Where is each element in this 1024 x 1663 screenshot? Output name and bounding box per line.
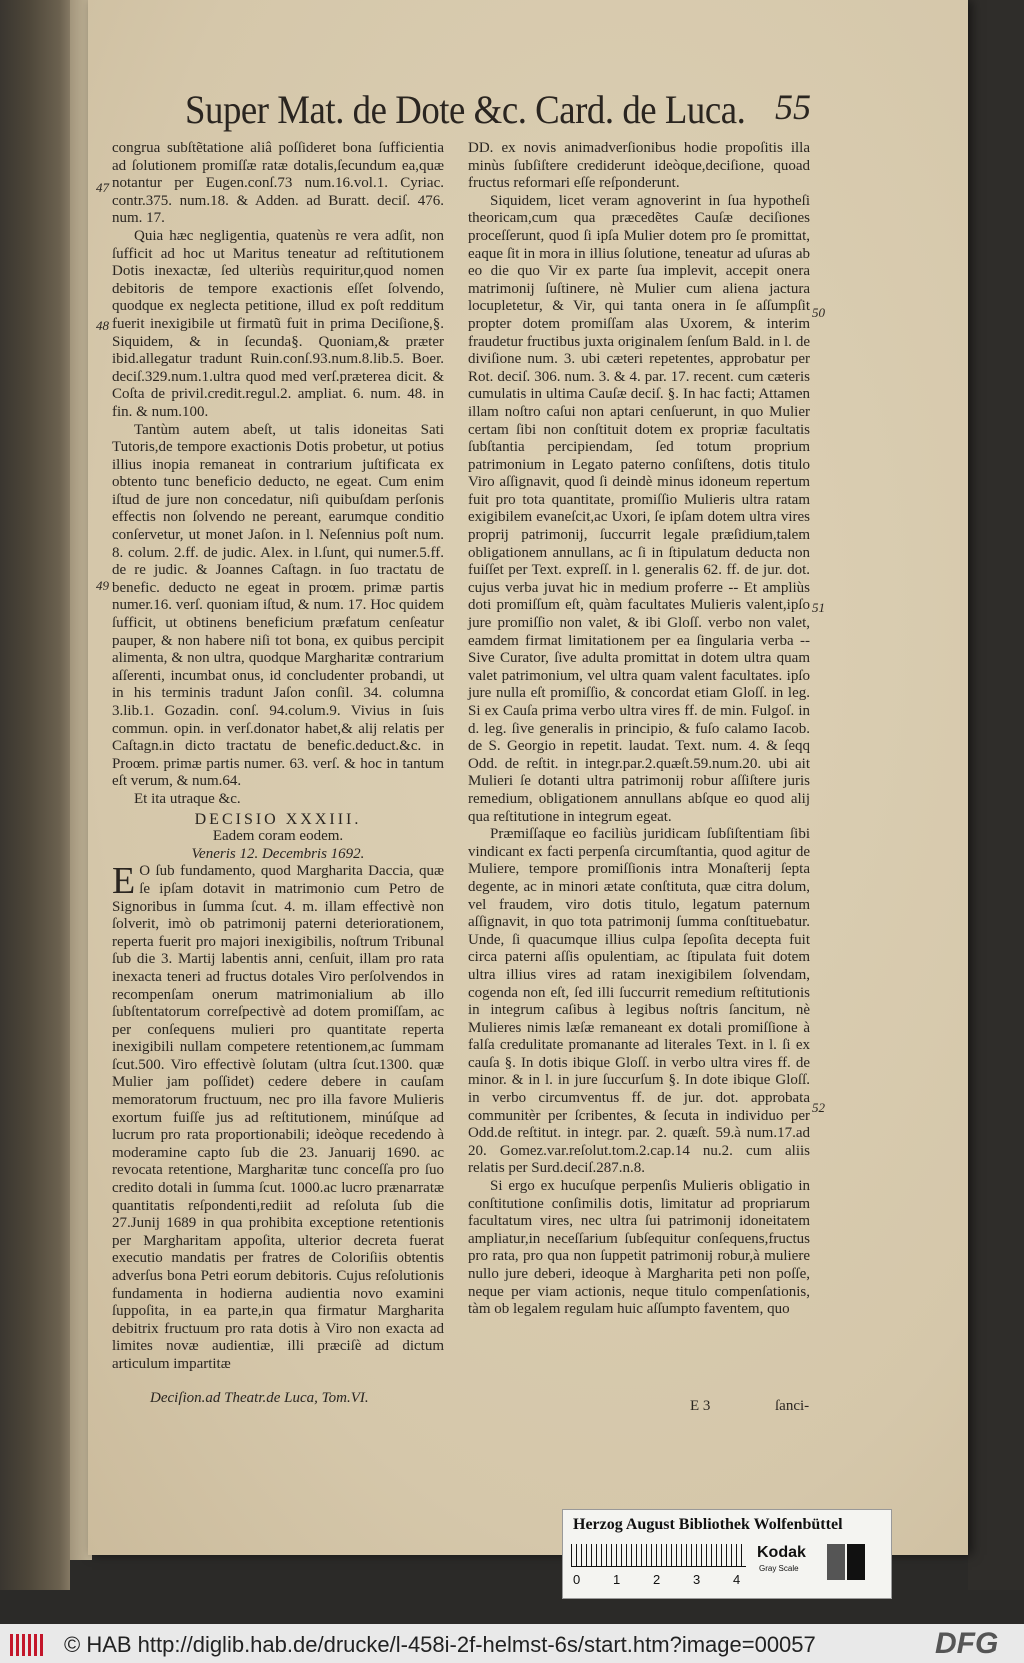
decisio-body-text: O ſub fundamento, quod Margharita Daccia, quæ ſe ipſam dotavit in matrimonio cum Petro de Signoribus in ſumma ſcut. 4. m. illam effectivè non ſolverit, imò ob patrimonij paterni deteriorationem, reperta fuerit pro majori inexigibilis, noſtrum Tribunal ſub die 3. Martij labentis anni, cenſuit, illam pro rata inexacta teneri ad fructus dotales Viro perſolvendos in recompenſam onerum matrimonialium ab illo ſubſtentatorum correſpectivè ad dotem promiſſam, ac per conſequens mulieri pro quantitate reperta inexigibili nullam competere retentionem,ac ſummam ſcut.500. Viro effectivè ſolutam (ultra ſcut.1300. quæ Mulier jam poſſidet) cedere debere in cauſam memoratorum fructuum, nec pro illa favore Mulieris exortum fuiſſe jus ad reſtitutionem, minúſque ad lucrum pro rata proportionabili; ideòque recedendo à moderamine capto ſub die 23. Januarij 1690. ac revocata retentione, Margharitæ tunc conceſſa pro ſuo credito dotali in ſumma ſcut. 1000.ac lucro prænarratæ quantitatis reſpondenti,rediit ad reſoluta ſub die 27.Junij 1689 in qua prohibita exceptione retentionis per Margharitam appoſita, ulterior decreta fuerat executio mandatis per fratres de Coloriſiis obtentis adverſus bona Petri eorum debitoris. Cujus reſolutionis fundamenta in hodierna audientia novo examini ſuppoſita, in ea parte,in qua firmatur Margharita debitrix fructuum pro rata dotis à Viro non exacta ad limites novæ audientiæ, illi præciſè ad dictum articulum impartitæ	[112, 863, 444, 1372]
margin-number: 51	[812, 600, 825, 615]
header-title: Super Mat. de Dote &c. Card. de Luca.	[185, 87, 746, 132]
decisio-subtitle: Eadem coram eodem.	[212, 828, 344, 845]
left-column	[112, 140, 444, 1374]
paragraph: Si ergo ex hucuſque perpenſis Mulieris obligatio in conſtitutione conſimilis dotis, limitatur ad propriarum facultatum vires, nec ultra ſui patrimonij idoneitatem ampliatur,in neceſſarium ſubſequitur conſequens,fructus pro rata, pro qua non ſuppetit patrimonij robur,à muliere nullo jure deberi, ideoque à Margharita peti non poſſe, neque per viam actionis, neque titulo compenſationis, tàm ob legalem regulam huic aſſumpto faventem, quo	[468, 1178, 810, 1318]
signature-mark: E 3	[690, 1398, 711, 1414]
margin-number: 47	[96, 180, 109, 195]
bottom-bar	[0, 1624, 1024, 1663]
margin-number: 50	[812, 305, 825, 320]
decisio-date: Veneris 12. Decembris 1692.	[191, 845, 365, 862]
ruler-number: 0	[573, 1572, 581, 1587]
black-patch	[847, 1544, 865, 1580]
decisio-body	[112, 860, 444, 1373]
paragraph: Siquidem, licet veram agnoverint in ſua hypotheſi theoricam,cum qua præcedẽtes Cauſæ deciſiones proceſſerunt, quod ſi ipſa Mulier dotem pro ſe promittat, eaque ſit in mora in illius ſolutione, teneatur ad uſuras ab eo die quo Vir ex parte ſua implevit, accepit onera matrimonij ſuſtinere, nè Mulier cum aliena jactura locupletetur, & Vir, qui tanta onera in ſe aſſumpſit propter dotem promiſſam alas Uxorem, & interim fraudetur fructibus juxta originalem ſenſum Bald. in l. de diviſione num. 3. ubi cæteri repetentes, approbatur per Rot. deciſ. 306. num. 3. & 4. par. 17. recent. cum cæteris cumulatis in ultima Cauſæ deciſ. §. In hac facti; Attamen illam noſtro caſui non aptari cenſuerunt, in quo Mulier certam ſibi non conſtituit dotem ex propriæ facultatis ſubſtantia percipiendam, ſed totum proprium patrimonium in Legato paterno conſiſtens, dotis titulo Viro aſſignavit, quod ſi deindè minus idoneum repertum fuit pro tota quantitate, promiſſio Mulieris ultra ratam exigibilem evaneſcit,ac Uxori, ſe ipſam dotem ultra vires proprij patrimonij, ſuccurrit legale præſidium,talem obligationem annullans, ac ſi in ſtipulatum deducta non fuiſſet per Text. expreſſ. in l. generalis 62. ff. de jur. dot. cujus verba juvat hic in medium proferre -- Et ampliùs doti promiſſum eſt, quàm facultates Mulieris valent,ipſo jure promiſſio non valet, & ibi Gloſſ. verbo non valet, eamdem firmat limitationem per ea ſingularia verba -- Sive Curator, ſive adulta promittat in dotem ultra quam valet patrimonium, vel ultra quam valent facultates. ipſo jure nulla eſt promiſſio, & concordat etiam Gloſſ. in leg. Si ex Cauſa prima verbo ultra vires ff. de min. Fulgoſ. in d. leg. ſive generalis in principio, & fuſo calamo Iacob. de S. Georgio in repetit. laudat. Text. num. 4. & ſeqq Odd. de reſtit. in integr.par.2.quæſt.59.num.20. ubi ait Mulieri ſe dotanti ultra patrimonij robur aſſiſtere juris remedium, obligationem annullans abſque eo quod alij qua reſtitutione in integrum egeat.	[468, 192, 810, 825]
ruler-number: 3	[693, 1572, 701, 1587]
dfg-logo: DFG	[935, 1627, 999, 1660]
kodak-logo: Kodak	[757, 1544, 806, 1561]
page-number: 55	[775, 87, 811, 127]
library-name: Herzog August Bibliothek Wolfenbüttel	[573, 1516, 843, 1533]
catchword: ſanci-	[775, 1398, 810, 1414]
ruler-number: 4	[733, 1572, 741, 1587]
margin-number: 52	[812, 1100, 825, 1115]
paragraph: Tantùm autem abeſt, ut talis idoneitas Sati Tutoris,de tempore exactionis Dotis probetur, ut potius illius inopia remaneat in contrarium juſtificata ex obtento tunc beneficio deducto, ne egeat. Cum enim iſtud de jure non concedatur, niſi quibuſdam perſonis effectis non ſolvendo ne pereant, earumque conditio conſervetur, ut monet Jaſon. in l. Neſennius poſt num. 8. colum. 2.ff. de judic. Alex. in l.ſunt, qui numer.5.ff. de re judic. & Joannes Caſtagn. in ſuo tractatu de benefic. deducto ne egeat in proœm. primæ partis numer.16. verſ. quoniam iſtud, & num. 17. Hoc quidem ſufficit, ut obtinens beneficium præfatum cenſeatur pauper, & non habere niſi tot bona, ex quibus percipit alimenta, & non ultra, quodque Margharitæ contrarium aſſerenti, incumbat onus, id concludenter probandi, ut in his terminis tradunt Jaſon conſil. 34. columna 3.lib.1. Gozadin. conſ. 94.colum.9. Vivius in ſuis commun. opin. in verſ.donator habet,& alij relatis per Caſtagn.in dicto tractatu de benefic.deduct.&c. in Proœm. primæ partis numer. 63. verſ. & hoc in tantum eſt verum, & num.64.	[112, 421, 444, 790]
library-color-card	[562, 1509, 892, 1599]
paragraph: Et ita utraque &c.	[134, 790, 241, 807]
margin-number: 48	[96, 318, 109, 333]
source-url[interactable]: © HAB http://diglib.hab.de/drucke/l-458i-2f-helmst-6s/start.htm?image=00057	[64, 1632, 816, 1657]
ruler-scale	[571, 1544, 746, 1567]
gray-patch	[827, 1544, 845, 1580]
kodak-gray-scale-label: Gray Scale	[759, 1564, 799, 1573]
paragraph: Quia hæc negligentia, quatenùs re vera adſit, non ſufficit ad hoc ut Maritus teneatur ad reſtitutionem Dotis inexactæ, ſed ulteriùs requiritur,quod nomen debitoris de tempore exactionis eſſet ſolvendo, quodque ex neglecta petitione, illud ex poſt redditum fuerit inexigibile ut firmatũ fuit in prima Deciſione,§. Siquidem, & in ſecunda§. Quoniam,& præter ibid.allegatur tradunt Ruin.conſ.93.num.8.lib.5. Boer. deciſ.329.num.1.ultra quod med verſ.præterea dicit. & Coſta de privil.credit.regul.2. ampliat. 6. num. 48. in fin. & num.100.	[112, 227, 444, 420]
decisio-heading: DECISIO XXXIII.	[194, 810, 362, 828]
ruler-number: 2	[653, 1572, 661, 1587]
ruler-number: 1	[613, 1572, 621, 1587]
hab-logo-icon	[10, 1634, 48, 1656]
right-column	[468, 140, 810, 1319]
book-gutter	[0, 0, 70, 1590]
footer-reference: Deciſion.ad Theatr.de Luca, Tom.VI.	[150, 1390, 369, 1406]
background-right	[968, 0, 1024, 1590]
margin-number: 49	[96, 578, 109, 593]
paragraph: congrua subſtẽtatione aliâ poſſideret bona ſufficientia ad ſolutionem promiſſæ ratæ dotalis,ſecundum ea,quæ notantur per Eugen.conſ.73 num.16.vol.1. Cyriac. contr.375. num.18. & Adden. ad Buratt. deciſ. 476. num. 17.	[112, 140, 444, 227]
paragraph: DD. ex novis animadverſionibus hodie propoſitis illa minùs ſubſiſtere crediderunt ideòque,deciſione, quoad fructus reformari eſſe reſponderunt.	[468, 140, 810, 192]
paragraph: Præmiſſaque eo faciliùs juridicam ſubſiſtentiam ſibi vindicant ex facti perpenſa circumſtantia, quod agitur de Muliere, tempore promiſſionis intra Monaſterij ſepta degente, ac in minori ætate conſtituta, quæ citra dolum, vel fraudem, viro dotis titulo, legatum paternum aſſignavit, in quo tota patrimonij ſumma conſtituebatur. Unde, ſi quacumque illius culpa ſepoſita decepta fuit circa paterni aſſis opulentiam, ac ſtipulata fuit dotem ultra illius vires ad ratam inexigibilem ſolvendam, cogenda non eſt, ſed illi ſuccurrit remedium reſtitutionis in integrum caſibus à legibus noſtris ſancitum, nè Mulieres nimis læſæ remaneant ex dotali promiſſione à falſa credulitate promanante ad literales Text. in l. ſi ex cauſa §. In dotis ibique Gloſſ. in verbo ultra vires ff. de minor. & in l. in jure ſuccurſum §. In dote ibique Gloſſ. in verbo circumventus ff. de jur. dot. approbata communitèr per ſcribentes, & ſecuta in individuo per Odd.de reſtitut. in integr. par. 2. quæſt. 59.à num.17.ad 20. Gomez.var.reſolut.tom.2.cap.14 nu.2. cum aliis relatis per Surd.deciſ.287.n.8.	[468, 826, 810, 1177]
drop-cap: E	[112, 860, 136, 903]
